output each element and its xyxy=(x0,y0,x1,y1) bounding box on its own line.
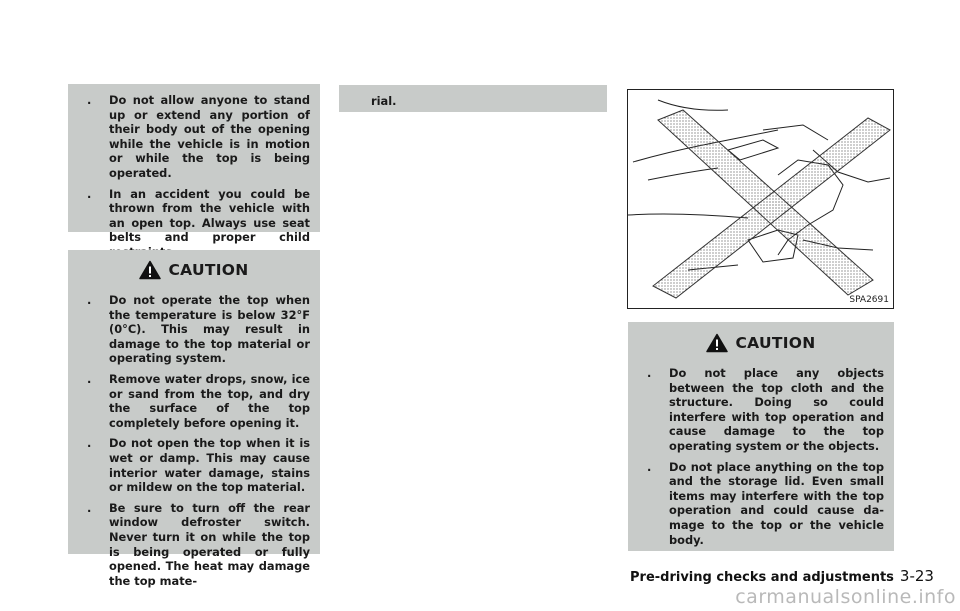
caution-heading: CAUTION xyxy=(68,260,320,280)
watermark: carmanualsonline.info xyxy=(735,586,956,608)
do-not-illustration xyxy=(628,90,893,308)
warning-list xyxy=(78,93,310,260)
caution-panel-right xyxy=(628,322,894,551)
continuation-text: rial. xyxy=(371,94,397,108)
figure-code: SPA2691 xyxy=(849,295,889,305)
list-item: . Do not allow anyone to stand up or extend any portion of their body out of the opening while the vehicle is in motion or while the top is being operated. xyxy=(87,93,310,180)
list-item: . Do not place any objects between the top cloth and the structure. Doing so could interfere with top operation and cause damage to the top operating system or the objects. xyxy=(647,366,884,453)
section-title: Pre-driving checks and adjustments xyxy=(630,570,894,585)
illustration-figure xyxy=(627,89,894,309)
warning-triangle-icon xyxy=(139,260,161,280)
list-item: . Be sure to turn off the rear window defroster switch. Never turn it on while the top is being operated or fully opened. The heat may damage the top mate- xyxy=(87,500,310,588)
caution-list xyxy=(78,293,310,594)
continuation-panel xyxy=(339,85,607,112)
page-footer xyxy=(630,567,934,585)
list-item: . Do not open the top when it is wet or damp. This may cause interior water damage, stains or mildew on the top material. xyxy=(87,436,310,495)
warning-panel xyxy=(68,84,320,245)
page-number: 3-23 xyxy=(899,567,934,585)
list-item: . Remove water drops, snow, ice or sand from the top, and dry the surface of the top completely before opening it. xyxy=(87,371,310,430)
warning-triangle-icon xyxy=(706,333,728,353)
list-item: . Do not place anything on the top and the storage lid. Even small items may interfere with the top operation and could cause da-mage to the top or the vehicle body. xyxy=(647,459,884,547)
list-item: . In an accident you could be thrown from the vehicle with an open top. Always use seat belts and proper child xyxy=(87,186,310,245)
caution-heading: CAUTION xyxy=(628,333,894,353)
caution-panel-left xyxy=(68,250,320,588)
list-item: . Do not operate the top when the temperature is below 32°F (0°C). This may result in damage to the top material or operating system. xyxy=(87,293,310,366)
caution-list xyxy=(638,366,884,553)
